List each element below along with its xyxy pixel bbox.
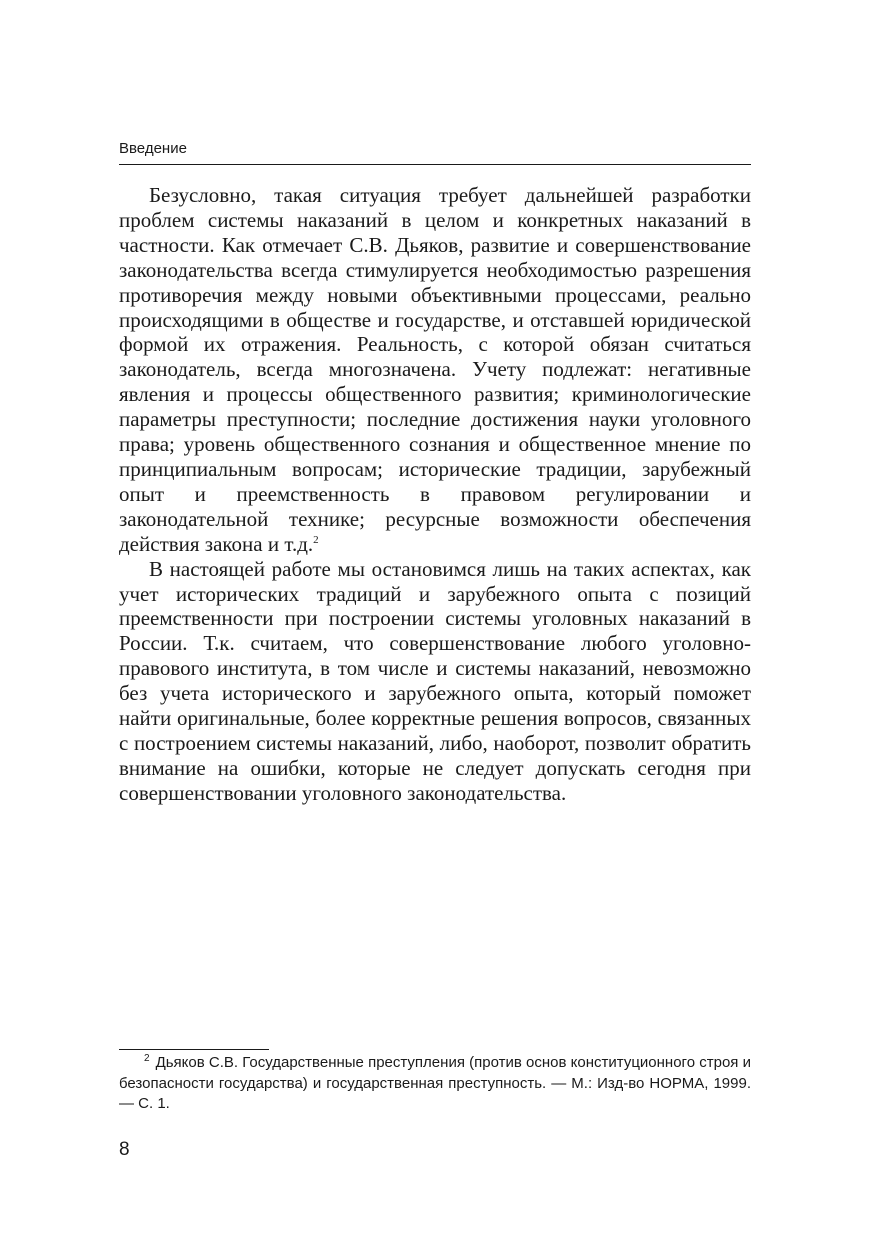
paragraph-1-text: Безусловно, такая ситуация требует дальнейшей разработки проблем системы наказаний в целом и конкретных наказаний в частности. Как отмечает С.В. Дьяков, развитие и совершенствование законодательства всегда стимулируется необходимостью разрешения противоречия между новыми объективными процессами, реально происходящими в обществе и государстве, и отставшей юридической формой их отражения. Реальность, с которой обязан считаться законодатель, всегда многозначена. Учету подлежат: негативные явления и процессы общественного развития; криминологические параметры преступности; последние достижения науки уголовного права; уровень общественного сознания и общественное мнение по принципиальным вопросам; исторические традиции, зарубежный опыт и преемственность в правовом регулировании и законодательной технике; ресурсные возможности обеспечения действия закона и т.д. bbox=[119, 183, 751, 556]
header-divider bbox=[119, 164, 751, 165]
paragraph-2: В настоящей работе мы остановимся лишь на таких аспектах, как учет исторических традиций и зарубежного опыта с позиций преемственности при построении системы уголовных наказаний в России. Т.к. считаем, что совершенствование любого уголовно-правового института, в том числе и системы наказаний, невозможно без учета исторического и зарубежного опыта, который поможет найти оригинальные, более корректные решения вопросов, связанных с построением системы наказаний, либо, наоборот, позволит обратить внимание на ошибки, которые не следует допускать сегодня при совершенствовании уголовного законодательства. bbox=[119, 556, 751, 805]
main-text bbox=[119, 183, 751, 806]
footnote-divider bbox=[119, 1049, 269, 1050]
footnote-reference[interactable]: 2 bbox=[313, 533, 319, 546]
footnote bbox=[119, 1053, 751, 1115]
footnote-number: 2 bbox=[144, 1053, 150, 1064]
paragraph-1 bbox=[119, 183, 751, 557]
running-header: Введение bbox=[119, 140, 187, 157]
footnote-text: Дьяков С.В. Государственные преступления (против основ конституционного строя и безопасности государства) и государственная преступность. — М.: Изд-во НОРМА, 1999. — С. 1. bbox=[119, 1054, 751, 1112]
page-number: 8 bbox=[119, 1139, 130, 1160]
